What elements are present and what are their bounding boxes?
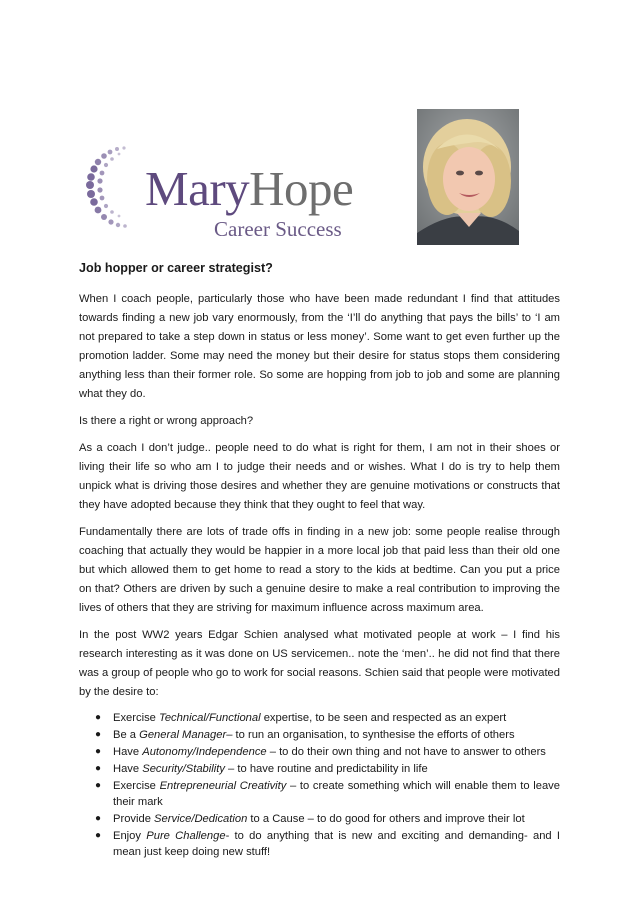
bullet-icon: ● xyxy=(95,712,102,723)
list-item: ● Have Autonomy/Independence – to do their own thing and not have to answer to others xyxy=(95,746,546,758)
paragraph-coach: As a coach I don’t judge.. people need to do what is right for them, I am not in their shoes or living their life so who am I to judge their needs and or wishes. What I do is try to help them unpick what is driving those desires and whether they are genuine motivations or constructs that they have adopted because they think that they ought to feel that way. xyxy=(79,442,560,511)
bullet-icon: ● xyxy=(95,763,102,774)
dot-swirl-icon xyxy=(84,144,154,242)
motivation-list xyxy=(79,710,560,860)
paragraph-question: Is there a right or wrong approach? xyxy=(79,415,254,427)
list-item: ● Provide Service/Dedication to a Cause – to do good for others and improve their lot xyxy=(95,813,525,825)
article xyxy=(79,258,560,861)
list-item: ● Exercise Technical/Functional expertise, to be seen and respected as an expert xyxy=(95,712,507,724)
bullet-icon: ● xyxy=(95,780,102,791)
paragraph-schien: In the post WW2 years Edgar Schien analysed what motivated people at work – I find his research interesting as it was done on US servicemen.. note the ‘men’.. he did not find that there was a group of people who go to work for social reasons. Schien said that people were motivated by the desire to: xyxy=(79,629,560,698)
bullet-icon: ● xyxy=(95,813,102,824)
mary-hope-logo xyxy=(84,144,354,242)
bullet-icon: ● xyxy=(95,830,102,841)
logo-tagline: Career Success xyxy=(214,217,342,241)
bullet-icon: ● xyxy=(95,746,102,757)
list-item: ● Exercise Entrepreneurial Creativity – to create something which will enable them to leave their mark xyxy=(95,780,560,808)
list-item: ● Be a General Manager– to run an organisation, to synthesise the efforts of others xyxy=(95,729,515,741)
paragraph-tradeoffs: Fundamentally there are lots of trade offs in finding in a new job: some people realise through coaching that actually they would be happier in a more local job that paid less than their old one but which allowed them to get home to read a story to the kids at bedtime. Can you put a price on that? Others are driven by such a genuine desire to make a real contribution to improving the lives of others that they are striving for maximum influence across maximum area. xyxy=(79,526,560,614)
list-item: ● Have Security/Stability – to have routine and predictability in life xyxy=(95,763,428,775)
logo-wordmark xyxy=(145,161,354,216)
portrait-photo xyxy=(417,109,519,245)
logo-name-second: Hope xyxy=(249,161,354,216)
article-title: Job hopper or career strategist? xyxy=(79,261,273,275)
logo-name-first: Mary xyxy=(145,161,250,216)
paragraph-intro: When I coach people, particularly those who have been made redundant I find that attitudes towards finding a new job vary enormously, from the ‘I’ll do anything that pays the bills’ to ‘I am not prepared to take a step down in status or less money’. Some want to get even further up the promotion ladder. Some may need the money but their desire for status stops them considering anything less than their former role. So some are hopping from job to job and some are planning what they do. xyxy=(79,293,560,400)
list-item: ● Enjoy Pure Challenge- to do anything that is new and exciting and demanding- and I mean just keep doing new stuff! xyxy=(95,830,561,858)
bullet-icon: ● xyxy=(95,729,102,740)
